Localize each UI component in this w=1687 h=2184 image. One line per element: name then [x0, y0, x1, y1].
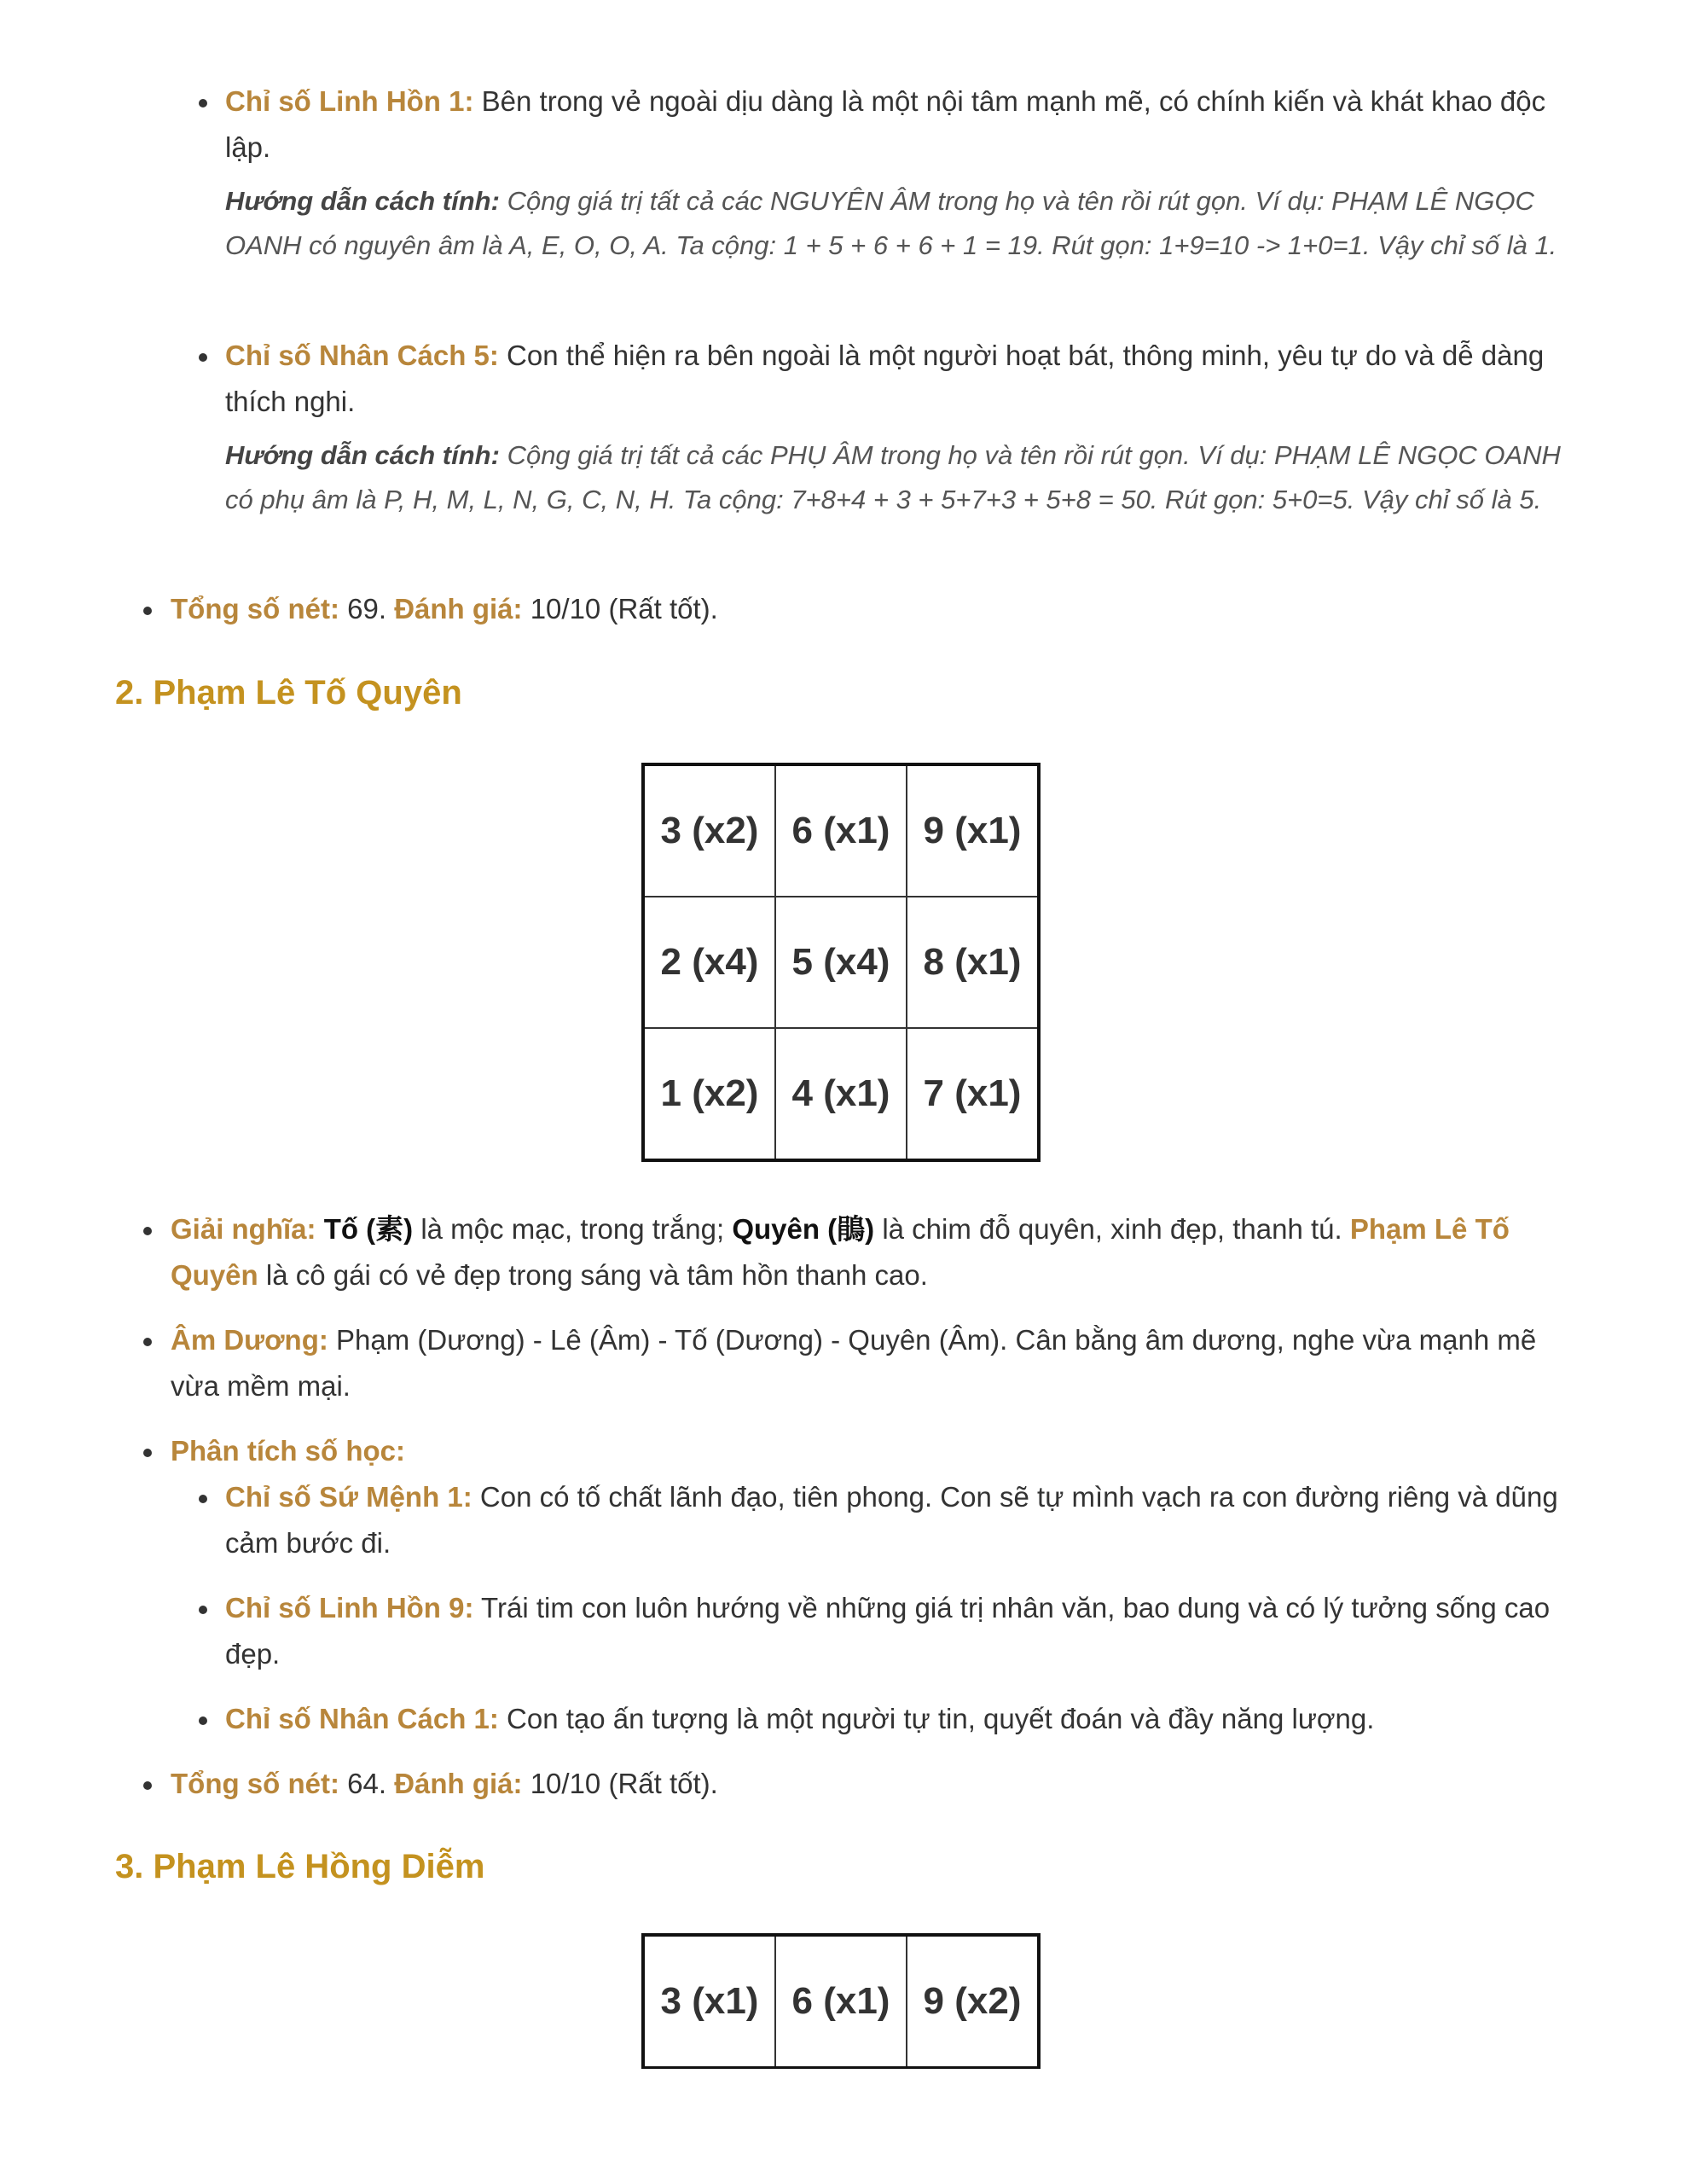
soul-guide-note — [225, 179, 1578, 268]
bullet-dot — [199, 99, 207, 107]
list-item-personality-index — [225, 333, 1578, 425]
soul-guide-text: Cộng giá trị tất cả các NGUYÊN ÂM trong họ và tên rồi rút gọn. Ví dụ: PHẠM LÊ NGỌC OANH có nguyên âm là A, E, O, O, A. Ta cộng: 1 + 5 + 6 + 6 + 1 = 19. Rút gọn: 1+9=10 -> 1+0=1. Vậy chỉ số là 1. — [225, 186, 1557, 260]
meaning-text-2: là chim đỗ quyên, xinh đẹp, thanh tú. — [874, 1213, 1350, 1245]
grid-cell: 6 (x1) — [775, 764, 907, 897]
section-heading-3: 3. Phạm Lê Hồng Diễm — [115, 1848, 485, 1885]
total-strokes-value: 69. — [339, 593, 395, 624]
grid-cell: 9 (x1) — [907, 764, 1039, 897]
soul-index-text: Bên trong vẻ ngoài dịu dàng là một nội tâm mạnh mẽ, có chính kiến và khát khao độc lập. — [225, 85, 1546, 163]
grid-cell: 9 (x2) — [907, 1935, 1039, 2068]
rating-label: Đánh giá: — [394, 1768, 523, 1799]
section-heading-2: 2. Phạm Lê Tố Quyên — [115, 674, 462, 712]
personality-guide-text: Cộng giá trị tất cả các PHỤ ÂM trong họ và tên rồi rút gọn. Ví dụ: PHẠM LÊ NGỌC OANH có phụ âm là P, H, M, L, N, G, C, N, H. Ta cộng: 7+8+4 + 3 + 5+7+3 + 5+8 = 50. Rút gọn: 5+0=5. Vậy chỉ số là 5. — [225, 440, 1561, 514]
numerology-grid — [641, 763, 1041, 1162]
list-item-soul-index-2 — [225, 1585, 1578, 1677]
numerology-grid — [641, 1933, 1041, 2069]
personality-index-label: Chỉ số Nhân Cách 5: — [225, 340, 499, 371]
bullet-dot — [199, 1495, 207, 1503]
bullet-dot — [143, 607, 152, 615]
grid-row — [643, 1028, 1039, 1160]
grid-cell: 3 (x1) — [643, 1935, 775, 2068]
list-item-mission-index — [225, 1474, 1578, 1566]
soul-index-label: Chỉ số Linh Hồn 1: — [225, 85, 474, 117]
list-item-personality-index-2 — [225, 1696, 1578, 1742]
soul-index-label: Chỉ số Linh Hồn 9: — [225, 1592, 474, 1623]
meaning-label: Giải nghĩa: — [171, 1213, 316, 1245]
rating-label: Đánh giá: — [394, 593, 523, 624]
meaning-text-1: là mộc mạc, trong trắng; — [413, 1213, 733, 1245]
grid-cell: 7 (x1) — [907, 1028, 1039, 1160]
yin-yang-text: Phạm (Dương) - Lê (Âm) - Tố (Dương) - Quyên (Âm). Cân bằng âm dương, nghe vừa mạnh mẽ vừa mềm mại. — [171, 1324, 1537, 1402]
grid-cell: 4 (x1) — [775, 1028, 907, 1160]
list-item-yin-yang — [171, 1317, 1578, 1409]
bullet-dot — [199, 353, 207, 362]
grid-row — [643, 764, 1039, 897]
grid-cell: 1 (x2) — [643, 1028, 775, 1160]
bullet-dot — [199, 1606, 207, 1614]
personality-guide-label: Hướng dẫn cách tính: — [225, 440, 500, 470]
meaning-quyen: Quyên (鵑) — [732, 1213, 875, 1245]
personality-guide-note — [225, 433, 1578, 522]
grid-cell: 5 (x4) — [775, 897, 907, 1028]
bullet-dot — [143, 1338, 152, 1346]
bullet-dot — [143, 1781, 152, 1790]
meaning-text-3: là cô gái có vẻ đẹp trong sáng và tâm hồn thanh cao. — [258, 1259, 928, 1291]
personality-index-text: Con thể hiện ra bên ngoài là một người hoạt bát, thông minh, yêu tự do và dễ dàng thích nghi. — [225, 340, 1545, 417]
grid-cell: 6 (x1) — [775, 1935, 907, 2068]
rating-value: 10/10 (Rất tốt). — [522, 1768, 718, 1799]
meaning-to: Tố (素) — [323, 1213, 414, 1245]
list-item-total-strokes — [171, 586, 1578, 632]
list-item-numerology — [171, 1428, 1578, 1474]
meaning-fullname: Phạm Lê Tố Quyên — [171, 1213, 1510, 1291]
list-item-meaning — [171, 1206, 1578, 1298]
mission-index-text: Con có tố chất lãnh đạo, tiên phong. Con sẽ tự mình vạch ra con đường riêng và dũng cảm bước đi. — [225, 1481, 1558, 1559]
personality-index-label: Chỉ số Nhân Cách 1: — [225, 1703, 499, 1734]
grid-row — [643, 1935, 1039, 2068]
yin-yang-label: Âm Dương: — [171, 1324, 328, 1356]
soul-index-text: Trái tim con luôn hướng về những giá trị nhân văn, bao dung và có lý tưởng sống cao đẹp. — [225, 1592, 1551, 1670]
numerology-label: Phân tích số học: — [171, 1435, 406, 1467]
total-strokes-label: Tổng số nét: — [171, 1768, 339, 1799]
bullet-dot — [143, 1449, 152, 1457]
personality-index-text: Con tạo ấn tượng là một người tự tin, quyết đoán và đầy năng lượng. — [498, 1703, 1375, 1734]
bullet-dot — [199, 1716, 207, 1725]
grid-cell: 2 (x4) — [643, 897, 775, 1028]
grid-cell: 3 (x2) — [643, 764, 775, 897]
total-strokes-label: Tổng số nét: — [171, 593, 339, 624]
soul-guide-label: Hướng dẫn cách tính: — [225, 186, 500, 216]
bullet-dot — [143, 1227, 152, 1235]
grid-cell: 8 (x1) — [907, 897, 1039, 1028]
grid-row — [643, 897, 1039, 1028]
list-item-soul-index — [225, 78, 1578, 171]
list-item-total-strokes-2 — [171, 1761, 1578, 1807]
mission-index-label: Chỉ số Sứ Mệnh 1: — [225, 1481, 472, 1513]
total-strokes-value: 64. — [339, 1768, 395, 1799]
rating-value: 10/10 (Rất tốt). — [522, 593, 718, 624]
